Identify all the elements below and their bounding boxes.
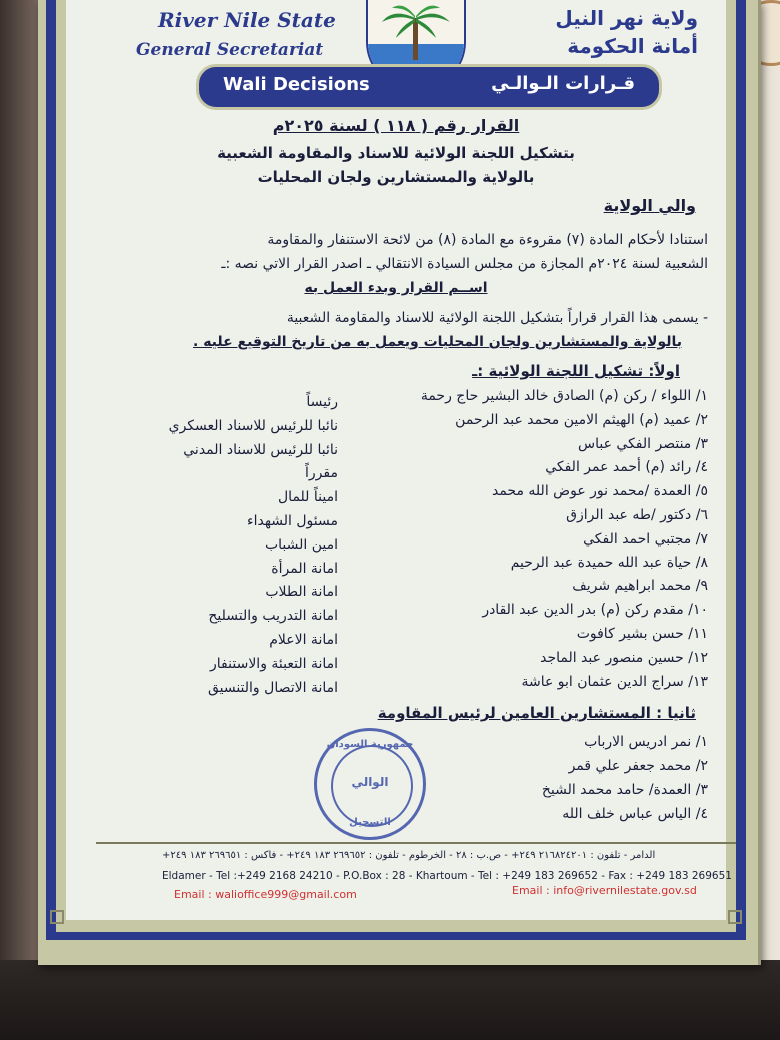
decision-number: القرار رقم ( ١١٨ ) لسنة ٢٠٢٥م bbox=[272, 116, 520, 135]
committee-member-role: امانة الاعلام bbox=[269, 632, 338, 648]
preamble-line-1: استنادا لأحكام المادة (٧) مقروءة مع المادة (٨) من لائحة الاستنفار والمقاومة bbox=[267, 232, 708, 248]
advisor-name: ٤/ الياس عباس خلف الله bbox=[562, 806, 708, 822]
wali-decisions-banner bbox=[196, 64, 662, 110]
state-name-en: River Nile State bbox=[158, 8, 336, 32]
committee-member-name: ١٢/ حسين منصور عبد الماجد bbox=[540, 649, 708, 666]
committee-member-name: ٧/ مجتبي احمد الفكي bbox=[583, 530, 708, 547]
committee-member-name: ٨/ حياة عبد الله حميدة عبد الرحيم bbox=[510, 554, 708, 571]
committee-member-name: ٦/ دكتور /طه عبد الرازق bbox=[566, 507, 708, 523]
decision-body-line-1: - يسمى هذا القرار قراراً بتشكيل اللجنة الولائية للاسناد والمقاومة الشعبية bbox=[286, 310, 708, 326]
state-name-ar: ولاية نهر النيل bbox=[555, 6, 698, 30]
committee-member-role: امانة الطلاب bbox=[265, 584, 338, 601]
committee-member-role: مقرراً bbox=[305, 465, 338, 482]
committee-member-role: امانة الاتصال والتنسيق bbox=[207, 679, 338, 696]
committee-member-role: نائبا للرئيس للاسناد العسكري bbox=[168, 417, 338, 434]
committee-member-role: امانة التعبئة والاستنفار bbox=[210, 655, 338, 672]
committee-member-name: ٣/ منتصر الفكي عباس bbox=[578, 435, 708, 452]
committee-member-role: رئيساً bbox=[306, 394, 338, 410]
stamp-bottom-text: التسجيل bbox=[349, 817, 391, 828]
banner-title-ar: قـرارات الـوالـي bbox=[491, 73, 635, 94]
advisor-name: ٣/ العمدة/ حامد محمد الشيخ bbox=[541, 782, 708, 798]
decision-sheet bbox=[38, 0, 761, 965]
committee-member-role: نائبا للرئيس للاسناد المدني bbox=[183, 441, 338, 458]
footer-contact-ar: الدامر - تلفون : ٢١٦٨٢٤٢٠١ ٢٤٩+ - ص.ب : ٢٨ - الخرطوم - تلفون : ٢٦٩٦٥٢ ١٨٣ ٢٤٩+ - فاكس : ٢٦٩٦٥١ ١٨٣ ٢٤٩+ bbox=[162, 850, 656, 861]
committee-member-name: ٤/ رائد (م) أحمد عمر الفكي bbox=[545, 459, 708, 476]
advisor-name: ٢/ محمد جعفر علي قمر bbox=[568, 758, 708, 774]
decision-subject-line-1: بتشكيل اللجنة الولائية للاسناد والمقاومة الشعبية bbox=[217, 144, 575, 162]
banner-title-en: Wali Decisions bbox=[223, 74, 370, 95]
decision-name-heading: اســم القرار وبدء العمل به bbox=[304, 280, 488, 296]
footer-email-wali: Email : walioffice999@gmail.com bbox=[174, 888, 357, 901]
committee-member-name: ٢/ عميد (م) الهيثم الامين محمد عبد الرحمن bbox=[455, 411, 708, 428]
photo-background-left bbox=[0, 0, 40, 1040]
section-heading-committee: اولاً: تشكيل اللجنة الولائية :ـ bbox=[472, 362, 680, 380]
decision-subject-line-2: بالولاية والمستشارين ولجان المحليات bbox=[257, 168, 535, 186]
corner-ornament bbox=[728, 910, 742, 924]
official-stamp bbox=[314, 728, 426, 840]
committee-member-name: ١٠/ مقدم ركن (م) بدر الدين عبد القادر bbox=[482, 602, 708, 619]
preamble-line-2: الشعبية لسنة ٢٠٢٤م المجازة من مجلس السيادة الانتقالي ـ اصدر القرار الاتي نصه :ـ bbox=[221, 256, 708, 272]
footer-divider bbox=[96, 842, 736, 844]
committee-member-role: مسئول الشهداء bbox=[247, 513, 338, 529]
committee-member-name: ١١/ حسن بشير كافوت bbox=[576, 626, 708, 642]
committee-member-role: اميناً للمال bbox=[278, 489, 338, 506]
committee-member-role: امانة التدريب والتسليح bbox=[208, 608, 338, 625]
footer-email-info: Email : info@rivernilestate.gov.sd bbox=[512, 884, 697, 897]
secretariat-en: General Secretariat bbox=[136, 40, 324, 60]
section-heading-advisors: ثانيا : المستشارين العامين لرئيس المقاومة bbox=[377, 704, 696, 722]
stamp-middle-text: الوالي bbox=[351, 775, 389, 789]
secretariat-ar: أمانة الحكومة bbox=[567, 34, 698, 58]
decision-body-line-2: بالولاية والمستشارين ولجان المحليات ويعمل به من تاريخ التوقيع عليه . bbox=[193, 334, 682, 350]
photo-background-bottom bbox=[0, 960, 780, 1040]
committee-member-role: امانة المرأة bbox=[271, 560, 338, 577]
advisor-name: ١/ نمر ادريس الارباب bbox=[584, 734, 708, 750]
letterhead-paper bbox=[66, 0, 732, 920]
footer-contact-en: Eldamer - Tel :+249 2168 24210 - P.O.Box : 28 - Khartoum - Tel : +249 183 269652 - Fax : +249 183 269651 bbox=[162, 870, 732, 882]
committee-member-name: ١٣/ سراج الدين عثمان ابو عاشة bbox=[521, 673, 708, 690]
committee-member-name: ١/ اللواء / ركن (م) الصادق خالد البشير حاج رحمة bbox=[420, 388, 708, 404]
issuer-title: والي الولاية bbox=[603, 196, 696, 215]
stamp-top-text: جمهورية السودان bbox=[326, 739, 414, 750]
committee-member-name: ٩/ محمد ابراهيم شريف bbox=[572, 578, 708, 595]
committee-member-role: امين الشباب bbox=[264, 536, 338, 553]
corner-ornament bbox=[50, 910, 64, 924]
committee-member-name: ٥/ العمدة /محمد نور عوض الله محمد bbox=[491, 483, 708, 500]
